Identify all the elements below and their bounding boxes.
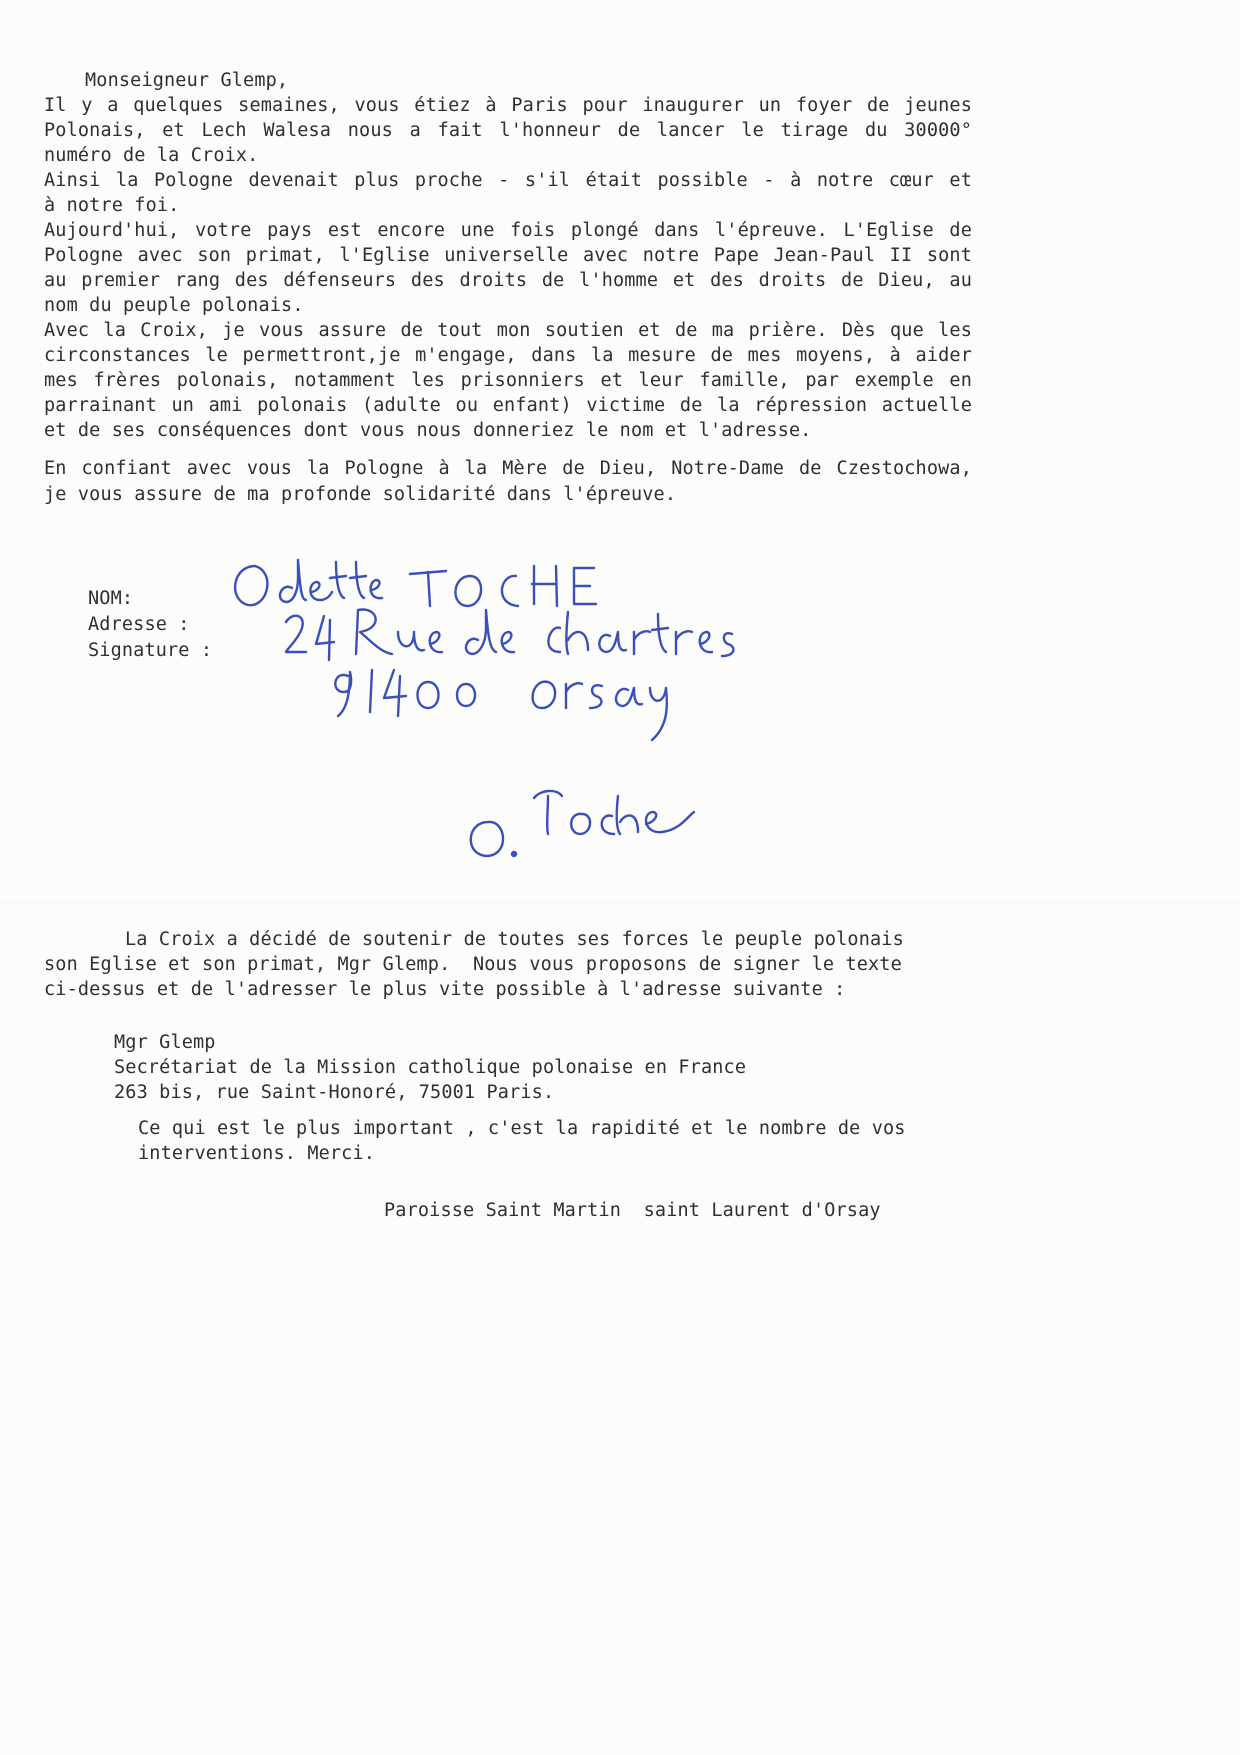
note-line: son Eglise et son primat, Mgr Glemp. Nous vous proposons de signer le texte [44, 954, 902, 975]
letter-line: Pologne avec son primat, l'Eglise universelle avec notre Pape Jean-Paul II sont [44, 245, 972, 266]
letter-line: je vous assure de ma profonde solidarité dans l'épreuve. [44, 484, 677, 505]
closing-line: Ce qui est le plus important , c'est la rapidité et le nombre de vos [138, 1118, 906, 1139]
letter-line: numéro de la Croix. [44, 145, 259, 166]
letter-line: circonstances le permettront,je m'engage, dans la mesure de mes moyens, à aider [44, 345, 972, 366]
letter-line: à notre foi. [44, 195, 180, 216]
recipient-office: Secrétariat de la Mission catholique polonaise en France [114, 1057, 747, 1078]
parish-footer: Paroisse Saint Martin saint Laurent d'Orsay [384, 1200, 881, 1221]
letter-line: Ainsi la Pologne devenait plus proche - s'il était possible - à notre cœur et [44, 170, 972, 191]
letter-line: au premier rang des défenseurs des droits de l'homme et des droits de Dieu, au [44, 270, 972, 291]
recipient-name: Mgr Glemp [114, 1032, 216, 1053]
handwritten-address-line1 [286, 610, 733, 660]
salutation: Monseigneur Glemp, [85, 70, 289, 91]
letter-line: et de ses conséquences dont vous nous donneriez le nom et l'adresse. [44, 420, 812, 441]
signature-label: Signature : [88, 640, 213, 661]
handwritten-name [235, 560, 596, 606]
letter-line: mes frères polonais, notamment les prisonniers et leur famille, par exemple en [44, 370, 972, 391]
address-label: Adresse : [88, 614, 190, 635]
letter-line: Avec la Croix, je vous assure de tout mon soutien et de ma prière. Dès que les [44, 320, 972, 341]
letter-line: Aujourd'hui, votre pays est encore une fois plongé dans l'épreuve. L'Eglise de [44, 220, 972, 241]
note-line: ci-dessus et de l'adresser le plus vite possible à l'adresse suivante : [44, 979, 846, 1000]
recipient-street: 263 bis, rue Saint-Honoré, 75001 Paris. [114, 1082, 555, 1103]
paper-fold [0, 902, 1240, 904]
letter-line: parrainant un ami polonais (adulte ou enfant) victime de la répression actuelle [44, 395, 972, 416]
name-label: NOM: [88, 588, 134, 609]
letter-line: En confiant avec vous la Pologne à la Mère de Dieu, Notre-Dame de Czestochowa, [44, 458, 972, 479]
letter-line: nom du peuple polonais. [44, 295, 304, 316]
note-line: La Croix a décidé de soutenir de toutes ses forces le peuple polonais [125, 929, 904, 950]
letter-line: Polonais, et Lech Walesa nous a fait l'honneur de lancer le tirage du 30000° [44, 120, 972, 141]
letter-line: Il y a quelques semaines, vous étiez à Paris pour inaugurer un foyer de jeunes [44, 95, 972, 116]
handwritten-address-line2 [335, 670, 667, 740]
closing-line: interventions. Merci. [138, 1143, 376, 1164]
handwritten-signature [471, 791, 694, 856]
